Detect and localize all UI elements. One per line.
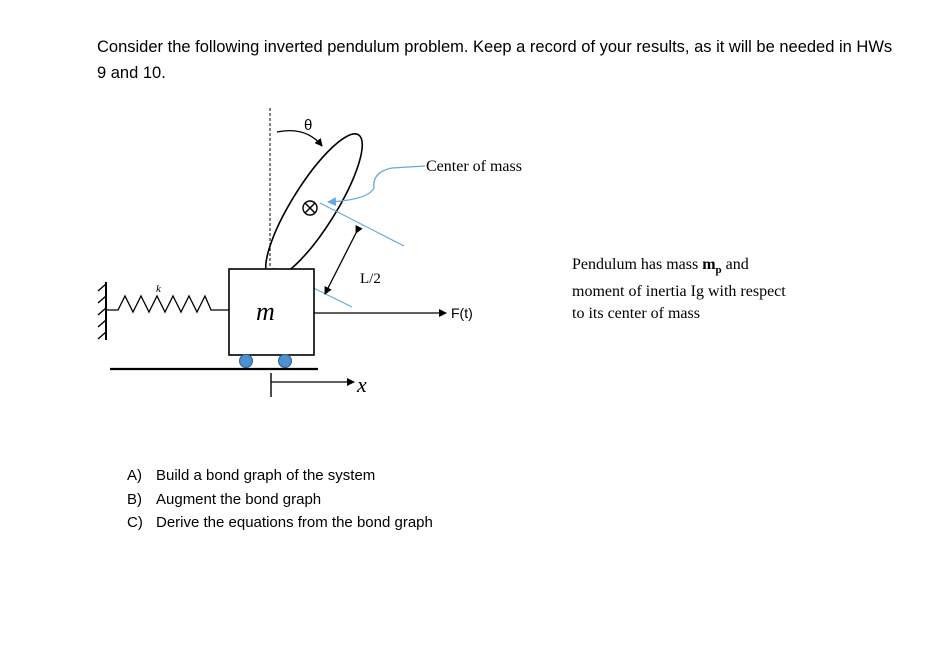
task-text: Augment the bond graph bbox=[156, 490, 322, 508]
theta-arrow bbox=[277, 131, 322, 146]
task-text: Build a bond graph of the system bbox=[156, 467, 376, 484]
center-of-mass-symbol bbox=[303, 201, 317, 215]
theta-label: θ bbox=[304, 117, 313, 134]
pendulum-note-text-before: Pendulum has mass bbox=[572, 256, 703, 273]
half-length-label: L/2 bbox=[360, 271, 381, 287]
cart-wheel-left bbox=[240, 355, 253, 368]
task-letter: A) bbox=[127, 467, 142, 484]
spring-constant-label: k bbox=[156, 283, 161, 295]
center-of-mass-leader bbox=[328, 166, 425, 202]
task-list bbox=[127, 464, 433, 535]
task-text: Derive the equations from the bond graph bbox=[156, 514, 433, 531]
position-label: x bbox=[357, 372, 367, 397]
pendulum-note-text-after: and moment of inertia Ig with respect to its center of mass bbox=[572, 256, 786, 323]
center-of-mass-label: Center of mass bbox=[426, 158, 522, 175]
task-letter: C) bbox=[127, 514, 143, 531]
pendulum-mass-symbol: m bbox=[702, 256, 716, 273]
cart-mass-label: m bbox=[256, 297, 275, 326]
task-item bbox=[127, 464, 433, 488]
cart-wheel-right bbox=[279, 355, 292, 368]
spring bbox=[106, 296, 229, 312]
force-label: F(t) bbox=[451, 305, 473, 321]
task-letter: B) bbox=[127, 490, 142, 508]
extension-line-top bbox=[320, 203, 404, 246]
task-item bbox=[127, 488, 433, 512]
half-length-dimension-arrow bbox=[325, 233, 356, 294]
pendulum-note bbox=[572, 254, 802, 325]
pendulum-mass-subscript: p bbox=[715, 264, 722, 277]
task-item bbox=[127, 511, 433, 535]
problem-intro: Consider the following inverted pendulum problem. Keep a record of your results, as it will be needed in HWs 9 and 10. bbox=[97, 38, 893, 82]
wall-support bbox=[98, 282, 106, 340]
